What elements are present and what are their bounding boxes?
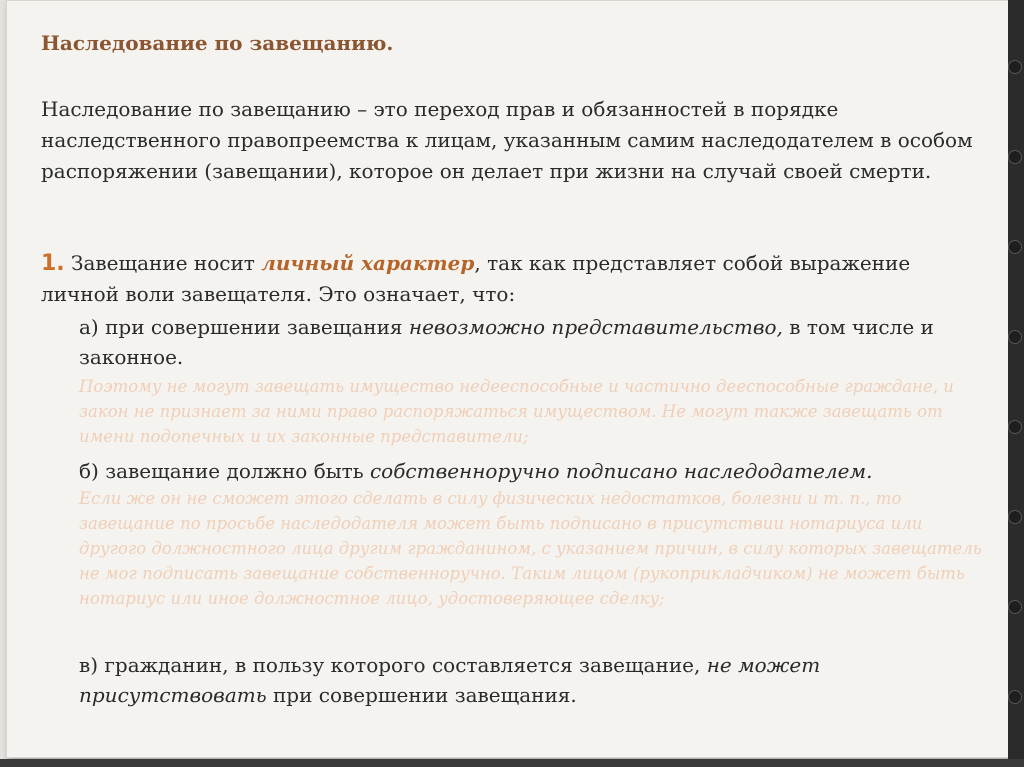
subpoint-a-prefix: а) при совершении завещания [79,315,409,339]
subpoint-a-suffix: в том числе и законное. [79,315,934,369]
binding-ring-icon [1008,690,1022,704]
subpoint-c-italic: не может присутствовать [79,653,821,707]
binding-ring-icon [1008,420,1022,434]
point-1-text-after: , так как представляет собой выражение личной воли завещателя. Это означает, что: [41,251,911,306]
point-1-number: 1. [41,251,65,276]
notebook-binding [1008,0,1024,767]
subpoint-c-suffix: при совершении завещания. [266,683,577,707]
subpoint-a-italic: невозможно представительство, [408,315,783,339]
slide-page [6,0,1011,758]
note-a: Поэтому не могут завещать имущество недееспособные и частично дееспособные граждане, и закон не признает за ними право распоряжаться имуществом. Не могут также завещать от имени подопечных и их законные представители; [79,377,954,446]
binding-ring-icon [1008,330,1022,344]
subpoint-b-italic: собственноручно подписано наследодателем. [369,459,873,483]
subpoint-c-prefix: в) гражданин, в пользу которого составляется завещание, [79,653,707,677]
subpoint-c [79,650,984,710]
point-1-text-before: Завещание носит [64,251,262,275]
point-1 [41,248,986,310]
binding-ring-icon [1008,600,1022,614]
note-b: Если же он не сможет этого сделать в силу физических недостатков, болезни и т. п., то завещание по просьбе наследодателя может быть подписано в присутствии нотариуса или другого должностного лица другим гражданином, с указанием причин, в силу которых завещатель не мог подписать завещание собственноручно. Таким лицом (рукоприкладчиком) не может быть нотариус или иное должностное лицо, удостоверяющее сделку; [79,489,982,608]
page-bottom-edge [0,759,1024,767]
binding-ring-icon [1008,510,1022,524]
point-1-highlight: личный характер [261,251,475,275]
subpoint-b-prefix: б) завещание должно быть [79,459,370,483]
slide-title: Наследование по завещанию. [41,31,394,55]
intro-paragraph: Наследование по завещанию – это переход прав и обязанностей в порядке наследственного правопреемства к лицам, указанным самим наследодателем в особом распоряжении (завещании), которое он делает при жизни на случай своей смерти. [41,97,973,183]
subpoint-a [79,312,984,372]
binding-ring-icon [1008,240,1022,254]
subpoint-b [79,456,984,486]
binding-ring-icon [1008,150,1022,164]
binding-ring-icon [1008,60,1022,74]
